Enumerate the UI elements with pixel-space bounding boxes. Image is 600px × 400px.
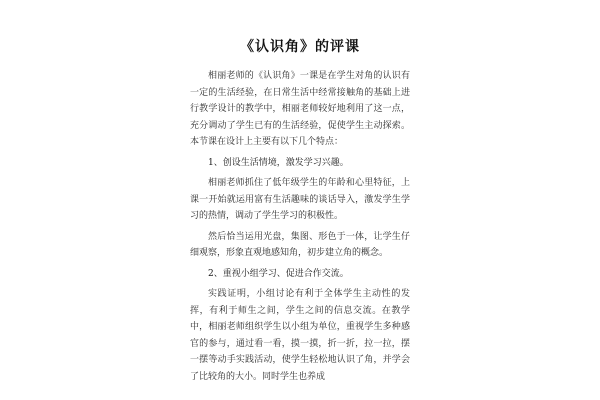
paragraph-1b: 然后恰当运用光盘，集图、形色于一体，让学生仔细观察，形象直观地感知角，初步建立角的概念。 xyxy=(190,231,410,258)
paragraph-intro: 相丽老师的《认识角》一课是在学生对角的认识有一定的生活经验，在日常生活中经常接触角的基础上进行教学设计的教学中，相丽老师较好地利用了这一点，充分调动了学生已有的生活经验，促使学生主动探索。本节课在设计上主要有以下几个特点： xyxy=(190,71,410,147)
section-heading-2: 2、重视小组学习、促进合作交流。 xyxy=(208,268,349,279)
paragraph-2a: 实践证明，小组讨论有利于全体学生主动性的发挥，有利于师生之间，学生之间的信息交流。在教学中，相丽老师组织学生以小组为单位，重视学生多种感官的参与，通过看一看，摸一摸，折一折，拉一拉，摆一摆等动手实践活动，使学生轻松地认识了角，并学会了比较角的大小。同时学生也养成 xyxy=(190,289,410,382)
document-body xyxy=(190,68,410,389)
section-heading-1: 1、创设生活情境，激发学习兴趣。 xyxy=(208,157,349,168)
page-title: 《认识角》的评课 xyxy=(240,39,360,55)
paragraph-1a: 相丽老师抓住了低年级学生的年龄和心里特征，上课一开始就运用富有生活趣味的谈话导入，激发学生学习的热情，调动了学生学习的积极性。 xyxy=(190,178,410,221)
